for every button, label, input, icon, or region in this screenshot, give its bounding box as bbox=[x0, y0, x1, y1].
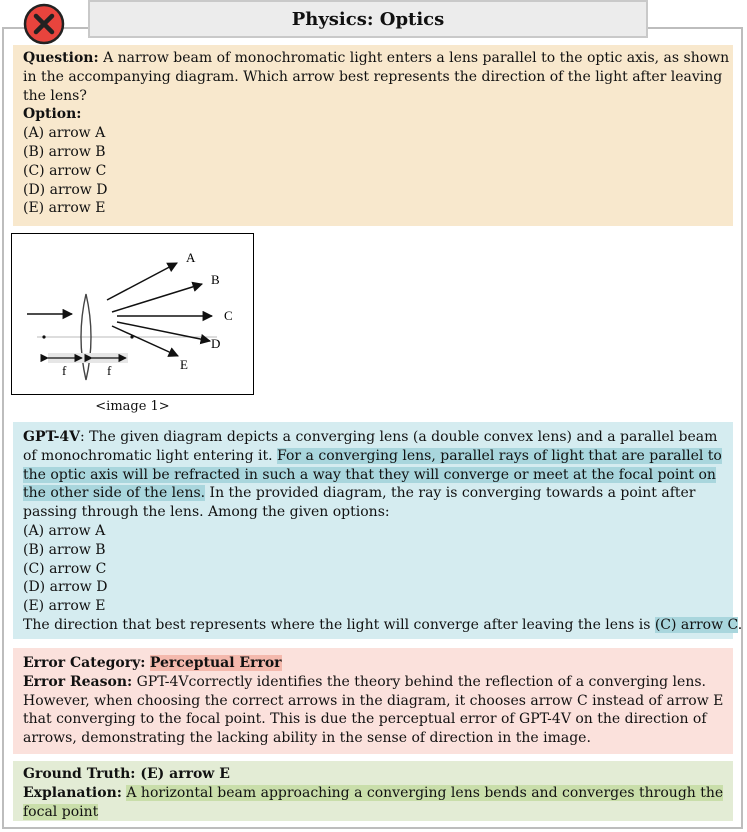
option-item: (B) arrow B bbox=[23, 143, 106, 160]
answer-option: (E) arrow E bbox=[23, 598, 106, 615]
answer-conclusion bbox=[23, 616, 743, 635]
answer-highlight: the other side of the lens. bbox=[23, 485, 206, 502]
error-category-badge: Perceptual Error bbox=[149, 655, 282, 671]
option-item: (E) arrow E bbox=[23, 200, 106, 217]
explanation-highlight: focal point bbox=[23, 803, 99, 820]
error-reason-label: Error Reason: bbox=[23, 673, 133, 690]
optics-diagram bbox=[11, 233, 254, 395]
answer-text: . bbox=[737, 616, 743, 633]
question-label: Question: bbox=[23, 50, 99, 66]
error-category-label: Error Category: bbox=[23, 655, 146, 671]
option-label: Option: bbox=[23, 106, 82, 123]
answer-line-2 bbox=[23, 447, 723, 466]
option-item: (D) arrow D bbox=[23, 181, 108, 198]
answer-text: In the provided diagram, the ray is converging towards a point after bbox=[205, 485, 696, 502]
ground-truth-label: Ground Truth: (E) arrow E bbox=[23, 766, 230, 782]
answer-text: : The given diagram depicts a converging lens (a double convex lens) and a parallel beam bbox=[80, 429, 718, 445]
page-title bbox=[88, 0, 648, 38]
arrow-label-a: A bbox=[186, 250, 196, 265]
question-text-1: A narrow beam of monochromatic light enters a lens parallel to the optic axis, as shown bbox=[103, 50, 730, 66]
question-text-2: in the accompanying diagram. Which arrow best represents the direction of the light after leaving bbox=[23, 68, 723, 85]
answer-text: of monochromatic light entering it. bbox=[23, 447, 278, 464]
arrow-e bbox=[112, 326, 178, 356]
answer-highlight: the optic axis will be refracted in such a way that they will converge or meet at the focal point on bbox=[23, 466, 716, 483]
arrow-label-d: D bbox=[211, 336, 221, 351]
focal-point-left bbox=[42, 335, 45, 338]
answer-line-5: passing through the lens. Among the given options: bbox=[23, 504, 390, 521]
model-answer-panel bbox=[13, 422, 743, 639]
arrow-label-b: B bbox=[211, 272, 220, 287]
question-text-3: the lens? bbox=[23, 87, 87, 104]
question-line-1 bbox=[23, 49, 730, 68]
answer-line-4 bbox=[23, 484, 723, 503]
error-reason-text: GPT-4Vcorrectly identifies the theory behind the reflection of a converging lens. bbox=[136, 673, 706, 690]
arrow-b bbox=[112, 284, 202, 312]
answer-option: (A) arrow A bbox=[23, 522, 106, 539]
error-reason-line-1 bbox=[23, 673, 723, 692]
arrow-label-e: E bbox=[180, 357, 188, 372]
ground-truth-panel bbox=[13, 761, 733, 821]
image-caption: <image 1> bbox=[95, 399, 170, 414]
answer-option: (C) arrow C bbox=[23, 560, 107, 577]
error-reason-text: arrows, demonstrating the lacking ability in the sense of direction in the image. bbox=[23, 730, 591, 747]
focal-label-right: f bbox=[107, 363, 112, 378]
answer-label: GPT-4V bbox=[23, 429, 80, 445]
answer-line-3 bbox=[23, 466, 723, 485]
error-category-line bbox=[23, 654, 723, 673]
option-item: (C) arrow C bbox=[23, 162, 107, 179]
explanation-line-1 bbox=[23, 784, 723, 803]
answer-option: (D) arrow D bbox=[23, 579, 108, 596]
question-panel bbox=[13, 45, 733, 226]
error-reason-text: that converging to the focal point. This is due the perceptual error of GPT-4V on the direction of bbox=[23, 711, 707, 728]
focal-label-left: f bbox=[62, 363, 67, 378]
close-icon bbox=[22, 2, 66, 46]
lens-diagram-svg bbox=[12, 234, 252, 393]
answer-option: (B) arrow B bbox=[23, 541, 106, 558]
answer-line-1 bbox=[23, 428, 723, 447]
answer-choice-highlight: (C) arrow C bbox=[654, 616, 738, 633]
title-text: Physics: Optics bbox=[291, 8, 445, 30]
answer-text: The direction that best represents where the light will converge after leaving the lens is bbox=[23, 616, 655, 633]
explanation-highlight: A horizontal beam approaching a converging lens bends and converges through the bbox=[126, 784, 724, 801]
arrow-label-c: C bbox=[224, 308, 233, 323]
error-reason-text: However, when choosing the correct arrows in the diagram, it chooses arrow C instead of arrow E bbox=[23, 692, 724, 709]
option-item: (A) arrow A bbox=[23, 125, 106, 142]
explanation-label: Explanation: bbox=[23, 784, 122, 801]
error-panel bbox=[13, 648, 733, 754]
explanation-line-2 bbox=[23, 803, 723, 822]
answer-highlight: For a converging lens, parallel rays of light that are parallel to bbox=[277, 447, 722, 464]
